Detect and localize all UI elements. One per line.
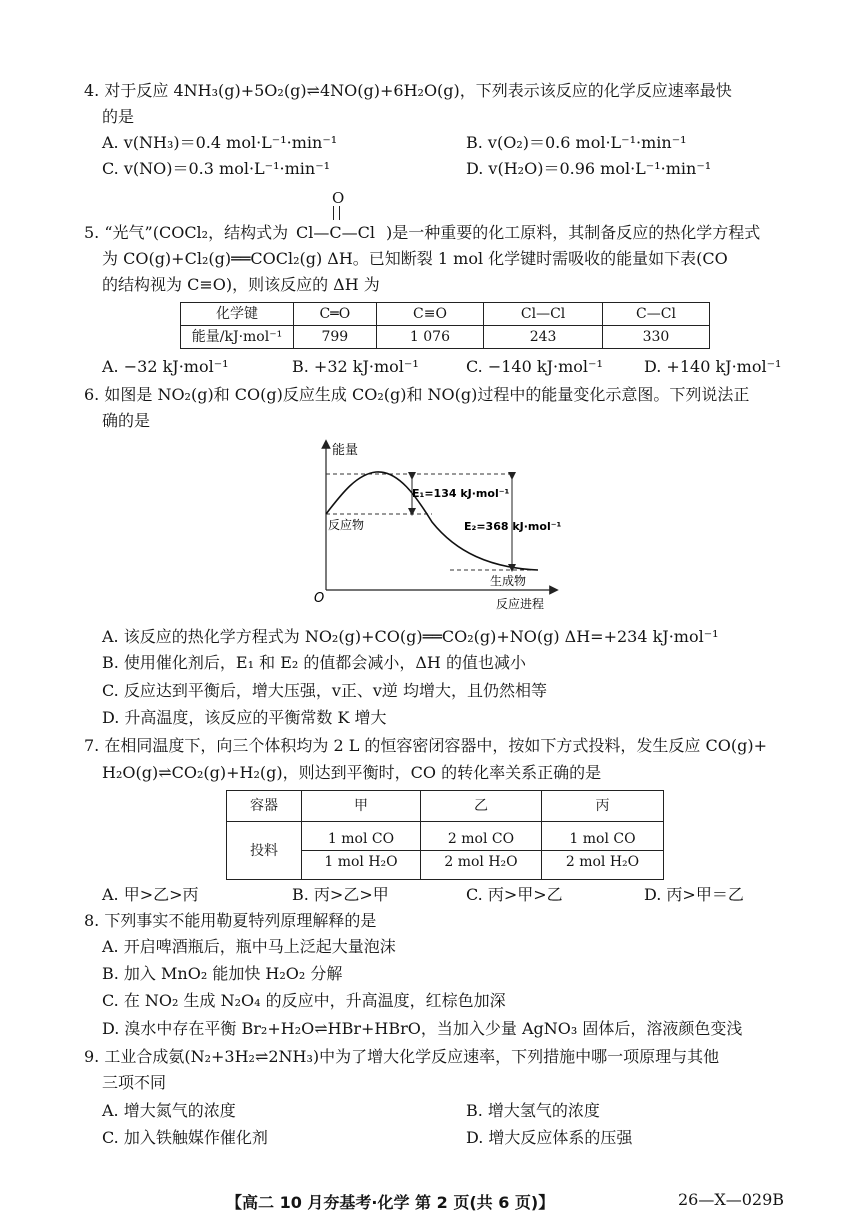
table-cell: 甲 xyxy=(302,791,421,822)
x-axis-label: 反应进程 xyxy=(496,597,545,611)
q4-option-b: B. v(O₂)＝0.6 mol·L⁻¹·min⁻¹ xyxy=(466,133,687,152)
table-cell: 1 mol CO xyxy=(302,822,421,851)
table-cell: C—Cl xyxy=(602,303,709,326)
e1-label: E₁=134 kJ·mol⁻¹ xyxy=(412,487,510,500)
q5-option-d: D. +140 kJ·mol⁻¹ xyxy=(644,357,782,376)
q7-option-a: A. 甲>乙>丙 xyxy=(102,885,199,904)
y-axis-label: 能量 xyxy=(332,443,359,458)
q7-feed-table xyxy=(226,790,664,880)
table-cell: 1 mol CO xyxy=(542,822,664,851)
table-cell: C═O xyxy=(294,303,377,326)
q4-option-a: A. v(NH₃)＝0.4 mol·L⁻¹·min⁻¹ xyxy=(102,133,338,152)
table-row xyxy=(227,822,664,851)
q9-option-b: B. 增大氢气的浓度 xyxy=(466,1101,600,1120)
q5-option-a: A. −32 kJ·mol⁻¹ xyxy=(102,357,229,376)
exam-code: 26—X—029B xyxy=(678,1190,785,1209)
q5-option-c: C. −140 kJ·mol⁻¹ xyxy=(466,357,603,376)
table-cell: 1 mol H₂O xyxy=(302,851,421,880)
q8-option-b: B. 加入 MnO₂ 能加快 H₂O₂ 分解 xyxy=(102,964,343,983)
q5-struct-o: O xyxy=(332,189,345,207)
table-cell: C≡O xyxy=(376,303,484,326)
q5-stem-line1-post: )是一种重要的化工原料，其制备反应的热化学方程式 xyxy=(386,223,761,242)
q5-bond-table xyxy=(180,302,710,349)
q6-option-c: C. 反应达到平衡后，增大压强，v正、v逆 均增大，且仍然相等 xyxy=(102,681,548,700)
table-cell: 1 076 xyxy=(376,326,484,349)
q9-option-d: D. 增大反应体系的压强 xyxy=(466,1128,633,1147)
q6-stem-line2: 确的是 xyxy=(102,411,151,430)
q4-option-c: C. v(NO)＝0.3 mol·L⁻¹·min⁻¹ xyxy=(102,159,331,178)
q4-option-d: D. v(H₂O)＝0.96 mol·L⁻¹·min⁻¹ xyxy=(466,159,712,178)
q8-stem-line1: 8. 下列事实不能用勒夏特列原理解释的是 xyxy=(84,911,377,930)
q9-stem-line1: 9. 工业合成氨(N₂+3H₂⇌2NH₃)中为了增大化学反应速率，下列措施中哪一项原理与其他 xyxy=(84,1047,720,1066)
table-cell: 丙 xyxy=(542,791,664,822)
table-cell: 2 mol H₂O xyxy=(421,851,542,880)
q7-stem-line2: H₂O(g)⇌CO₂(g)+H₂(g)，则达到平衡时，CO 的转化率关系正确的是 xyxy=(102,763,602,782)
q8-option-d: D. 溴水中存在平衡 Br₂+H₂O⇌HBr+HBrO，当加入少量 AgNO₃ 固体后，溶液颜色变浅 xyxy=(102,1019,743,1038)
origin-label: O xyxy=(314,591,325,606)
table-cell: 乙 xyxy=(421,791,542,822)
table-cell: 能量/kJ·mol⁻¹ xyxy=(181,326,294,349)
q5-stem-line3: 的结构视为 C≡O)，则该反应的 ΔH 为 xyxy=(102,275,380,294)
q5-double-bond xyxy=(333,206,340,220)
table-cell: 799 xyxy=(294,326,377,349)
table-cell: Cl—Cl xyxy=(484,303,603,326)
q7-option-c: C. 丙>甲>乙 xyxy=(466,885,563,904)
q4-stem-line2: 的是 xyxy=(102,107,135,126)
table-row xyxy=(181,303,710,326)
q7-option-d: D. 丙>甲＝乙 xyxy=(644,885,744,904)
table-row xyxy=(181,326,710,349)
q4-stem-line1: 4. 对于反应 4NH₃(g)+5O₂(g)⇌4NO(g)+6H₂O(g)，下列表示该反应的化学反应速率最快 xyxy=(84,81,732,100)
e2-label: E₂=368 kJ·mol⁻¹ xyxy=(464,520,562,533)
table-cell: 2 mol CO xyxy=(421,822,542,851)
table-cell: 容器 xyxy=(227,791,302,822)
q5-struct-main: Cl—C—Cl xyxy=(296,223,375,242)
reactant-label: 反应物 xyxy=(328,518,365,532)
q6-option-a: A. 该反应的热化学方程式为 NO₂(g)+CO(g)══CO₂(g)+NO(g) ΔH=+234 kJ·mol⁻¹ xyxy=(102,627,719,646)
q5-stem-line1-pre: 5. “光气”(COCl₂，结构式为 xyxy=(84,223,289,242)
table-cell: 化学键 xyxy=(181,303,294,326)
q7-stem-line1: 7. 在相同温度下，向三个体积均为 2 L 的恒容密闭容器中，按如下方式投料，发生反应 CO(g)+ xyxy=(84,736,767,755)
q9-option-c: C. 加入铁触媒作催化剂 xyxy=(102,1128,268,1147)
table-cell: 2 mol H₂O xyxy=(542,851,664,880)
page-footer: 【高二 10 月夯基考·化学 第 2 页(共 6 页)】 xyxy=(226,1193,555,1212)
q9-stem-line2: 三项不同 xyxy=(102,1073,167,1092)
q6-stem-line1: 6. 如图是 NO₂(g)和 CO(g)反应生成 CO₂(g)和 NO(g)过程中的能量变化示意图。下列说法正 xyxy=(84,385,750,404)
q5-option-b: B. +32 kJ·mol⁻¹ xyxy=(292,357,419,376)
q8-option-a: A. 开启啤酒瓶后，瓶中马上泛起大量泡沫 xyxy=(102,937,396,956)
q6-option-d: D. 升高温度，该反应的平衡常数 K 增大 xyxy=(102,708,387,727)
q5-stem-line2: 为 CO(g)+Cl₂(g)══COCl₂(g) ΔH。已知断裂 1 mol 化学键时需吸收的能量如下表(CO xyxy=(102,249,728,268)
q7-option-b: B. 丙>乙>甲 xyxy=(292,885,389,904)
table-cell: 投料 xyxy=(227,822,302,880)
q8-option-c: C. 在 NO₂ 生成 N₂O₄ 的反应中，升高温度，红棕色加深 xyxy=(102,991,506,1010)
product-label: 生成物 xyxy=(490,574,527,588)
table-cell: 243 xyxy=(484,326,603,349)
table-row xyxy=(227,791,664,822)
q9-option-a: A. 增大氮气的浓度 xyxy=(102,1101,236,1120)
energy-diagram xyxy=(300,436,570,616)
q6-option-b: B. 使用催化剂后，E₁ 和 E₂ 的值都会减小，ΔH 的值也减小 xyxy=(102,653,526,672)
table-cell: 330 xyxy=(602,326,709,349)
